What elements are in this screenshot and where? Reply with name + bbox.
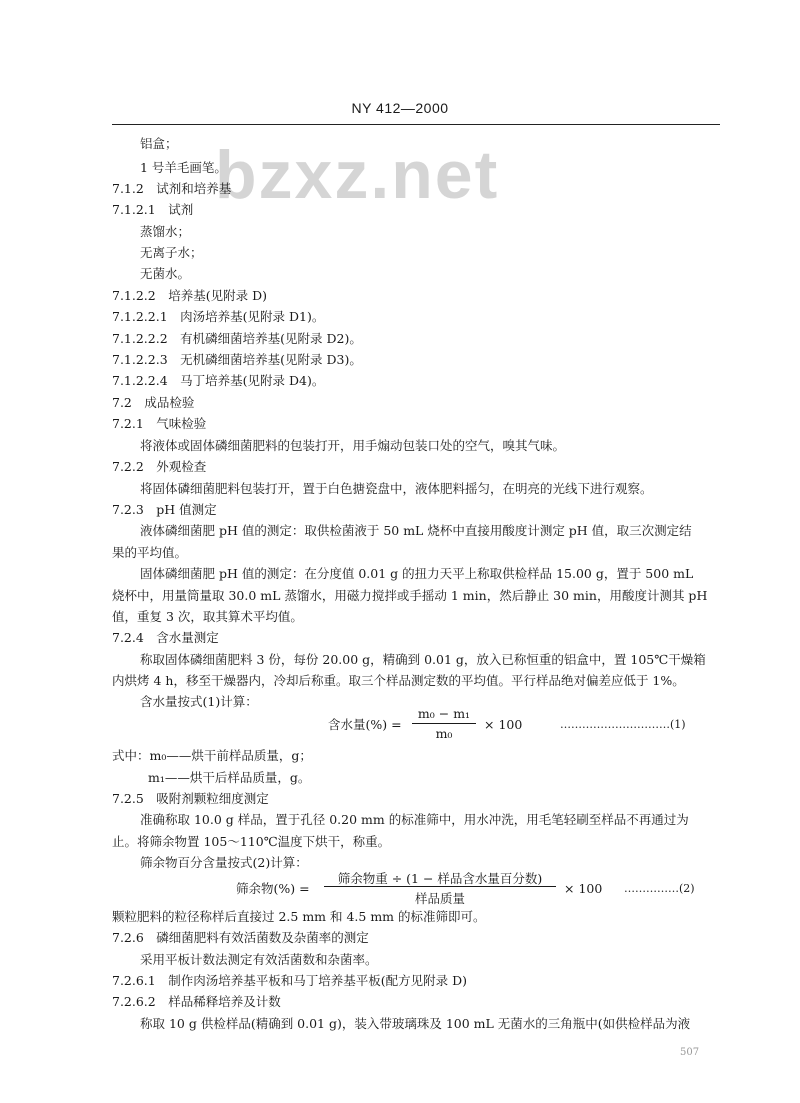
paragraph-line: 准确称取 10.0 g 样品，置于孔径 0.20 mm 的标准筛中，用水冲洗，用毛笔轻刷至样品不再通过为: [140, 812, 689, 827]
section-heading: 7.2 成品检验: [112, 395, 195, 410]
text-line: 蒸馏水；: [140, 224, 191, 239]
paragraph-line: 值，重复 3 次，取其算术平均值。: [112, 609, 303, 624]
section-heading: 7.1.2.2.3 无机磷细菌培养基(见附录 D3)。: [112, 352, 362, 367]
text-line: 1 号羊毛画笔。: [140, 160, 227, 175]
variable-definition: m₁——烘干后样品质量，g。: [148, 770, 311, 785]
paragraph-line: 含水量按式(1)计算：: [140, 694, 258, 709]
watermark: bzxz.net: [215, 137, 500, 213]
paragraph-line: 采用平板计数法测定有效活菌数和杂菌率。: [140, 952, 378, 967]
section-heading: 7.2.4 含水量测定: [112, 630, 219, 645]
paragraph-line: 称取 10 g 供检样品(精确到 0.01 g)，装入带玻璃珠及 100 mL 无菌水的三角瓶中(如供检样品为液: [140, 1016, 691, 1031]
paragraph-line: 止。将筛余物置 105～110℃温度下烘干，称重。: [112, 834, 391, 849]
section-heading: 7.2.5 吸附剂颗粒细度测定: [112, 791, 269, 806]
paragraph-line: 固体磷细菌肥 pH 值的测定：在分度值 0.01 g 的扭力天平上称取供检样品 15.00 g，置于 500 mL: [140, 566, 694, 581]
formula-1-denominator: m₀: [435, 726, 453, 741]
section-heading: 7.1.2.2.4 马丁培养基(见附录 D4)。: [112, 373, 325, 388]
formula-1-rhs: × 100: [484, 717, 523, 732]
section-heading: 7.2.6 磷细菌肥料有效活菌数及杂菌率的测定: [112, 930, 369, 945]
section-heading: 7.1.2.2 培养基(见附录 D): [112, 288, 267, 303]
paragraph-line: 内烘烤 4 h，移至干燥器内，冷却后称重。取三个样品测定数的平均值。平行样品绝对偏差应低于 1%。: [112, 673, 685, 688]
section-heading: 7.1.2.2.2 有机磷细菌培养基(见附录 D2)。: [112, 331, 362, 346]
paragraph-line: 将液体或固体磷细菌肥料的包装打开，用手煽动包装口处的空气，嗅其气味。: [140, 438, 566, 453]
formula-1-numerator: m₀ − m₁: [417, 706, 471, 721]
paragraph-line: 颗粒肥料的粒径称样后直接过 2.5 mm 和 4.5 mm 的标准筛即可。: [112, 909, 486, 924]
formula-2-fraction-bar: [324, 886, 556, 887]
formula-1-fraction-bar: [412, 723, 476, 724]
section-heading: 7.2.2 外观检查: [112, 459, 207, 474]
paragraph-line: 筛余物百分含量按式(2)计算：: [140, 855, 308, 870]
section-heading: 7.1.2 试剂和培养基: [112, 181, 232, 196]
formula-2-rhs: × 100: [564, 881, 603, 896]
page-number: 507: [680, 1047, 700, 1058]
section-heading: 7.2.3 pH 值测定: [112, 502, 217, 517]
formula-2-lhs: 筛余物(%) =: [236, 881, 310, 896]
formula-2-numerator: 筛余物重 ÷ (1 − 样品含水量百分数): [337, 871, 543, 886]
variable-definition: 式中：m₀——烘干前样品质量，g；: [112, 748, 312, 763]
text-line: 无菌水。: [140, 266, 191, 281]
section-heading: 7.2.6.2 样品稀释培养及计数: [112, 994, 281, 1009]
paragraph-line: 烧杯中，用量筒量取 30.0 mL 蒸馏水，用磁力搅拌或手摇动 1 min，然后静止 30 min，用酸度计测其 pH: [112, 588, 708, 603]
formula-2-number: ……………(2): [624, 882, 695, 895]
section-heading: 7.2.1 气味检验: [112, 416, 207, 431]
section-heading: 7.1.2.1 试剂: [112, 202, 194, 217]
section-heading: 7.1.2.2.1 肉汤培养基(见附录 D1)。: [112, 309, 325, 324]
paragraph-line: 液体磷细菌肥 pH 值的测定：取供检菌液于 50 mL 烧杯中直接用酸度计测定 pH 值，取三次测定结: [140, 523, 692, 538]
section-heading: 7.2.6.1 制作肉汤培养基平板和马丁培养基平板(配方见附录 D): [112, 973, 467, 988]
formula-1-lhs: 含水量(%) =: [328, 717, 402, 732]
paragraph-line: 称取固体磷细菌肥料 3 份，每份 20.00 g，精确到 0.01 g，放入已称恒重的铝盒中，置 105℃干燥箱: [140, 652, 706, 667]
header-rule: [112, 124, 720, 125]
paragraph-line: 果的平均值。: [112, 545, 188, 560]
standard-number-header: NY 412—2000: [351, 100, 449, 116]
formula-2-denominator: 样品质量: [414, 891, 465, 906]
text-line: 铝盒；: [140, 136, 178, 151]
text-line: 无离子水；: [140, 245, 203, 260]
formula-1-number: …………………………(1): [560, 718, 686, 731]
paragraph-line: 将固体磷细菌肥料包装打开，置于白色搪瓷盘中，液体肥料摇匀，在明亮的光线下进行观察。: [140, 481, 653, 496]
